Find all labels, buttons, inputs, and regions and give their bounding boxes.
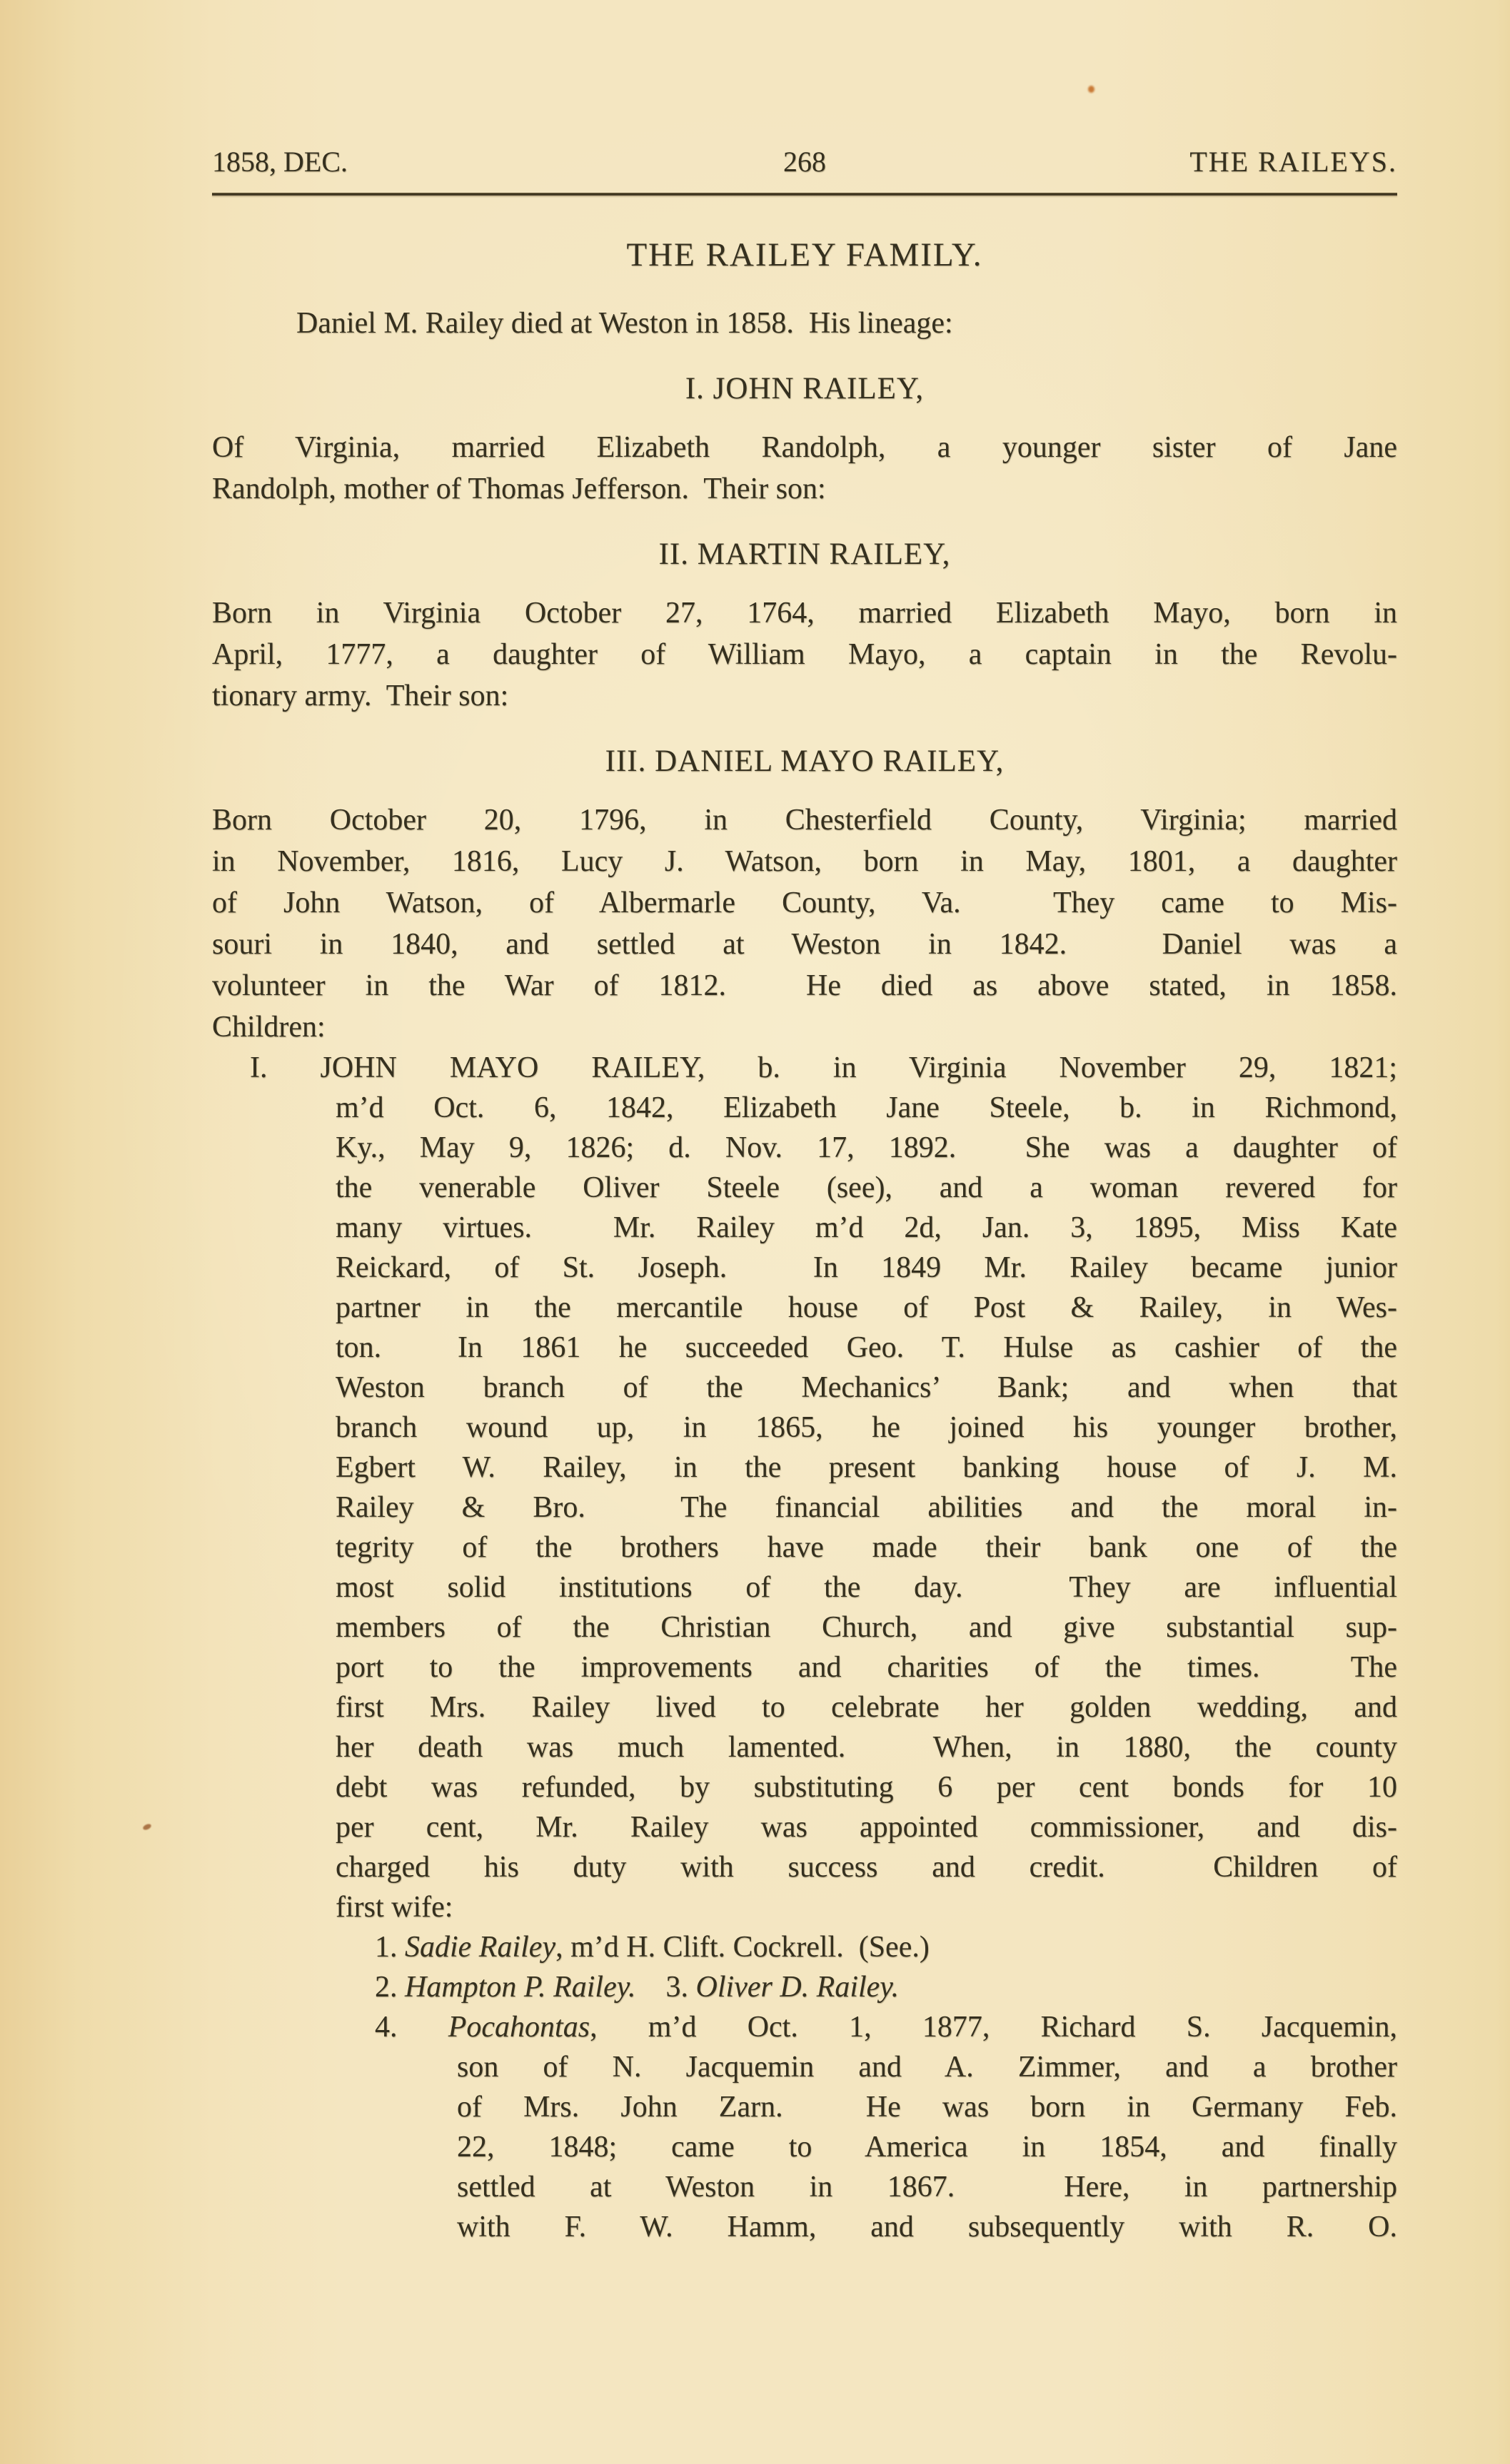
text-line: first wife:: [336, 1891, 453, 1924]
text-line: son of N. Jacquemin and A. Zimmer, and a brother: [457, 2051, 1397, 2084]
child-name: Oliver D. Railey.: [695, 1971, 900, 2004]
text-line: the venerable Oliver Steele (see), and a woman revered for: [336, 1171, 1397, 1204]
item-text: , m’d H. Clift. Cockrell. (See.): [555, 1931, 930, 1964]
item-number: 2.: [375, 1971, 405, 2004]
text-line: port to the improvements and charities of the times. The: [336, 1651, 1397, 1684]
generation-1: [212, 368, 1397, 510]
header-rule: [212, 193, 1397, 196]
header-running-title: THE RAILEYS.: [1189, 146, 1397, 178]
text-line: ton. In 1861 he succeeded Geo. T. Hulse as cashier of the: [336, 1331, 1397, 1364]
text-line: most solid institutions of the day. They are influential: [336, 1571, 1397, 1604]
text-line: Born in Virginia October 27, 1764, married Elizabeth Mayo, born in: [212, 597, 1397, 630]
header-date: 1858, DEC.: [212, 146, 348, 178]
item-number: 4.: [375, 2011, 448, 2044]
item-number: 1.: [375, 1931, 405, 1964]
text-line: Reickard, of St. Joseph. In 1849 Mr. Railey became junior: [336, 1251, 1397, 1284]
text-line: settled at Weston in 1867. Here, in partnership: [457, 2171, 1397, 2203]
generation-heading: III. DANIEL MAYO RAILEY,: [605, 744, 1005, 778]
text-line: Children:: [212, 1011, 326, 1044]
text-line: members of the Christian Church, and give substantial sup-: [336, 1611, 1397, 1644]
text-line: Railey & Bro. The financial abilities and the moral in-: [336, 1491, 1397, 1524]
text-line: 22, 1848; came to America in 1854, and finally: [457, 2131, 1397, 2163]
text-line: branch wound up, in 1865, he joined his younger brother,: [336, 1411, 1397, 1444]
text-line: volunteer in the War of 1812. He died as above stated, in 1858.: [212, 969, 1397, 1002]
children-list: [212, 1927, 1397, 2247]
text-line: partner in the mercantile house of Post & Railey, in Wes-: [336, 1291, 1397, 1324]
text-line: charged his duty with success and credit. Children of: [336, 1851, 1397, 1884]
text-line: Egbert W. Railey, in the present banking house of J. M.: [336, 1451, 1397, 1484]
text-line: Of Virginia, married Elizabeth Randolph, a younger sister of Jane: [212, 431, 1397, 464]
text-line: m’d Oct. 6, 1842, Elizabeth Jane Steele, b. in Richmond,: [336, 1091, 1397, 1124]
item-text: , m’d Oct. 1, 1877, Richard S. Jacquemin,: [590, 2011, 1397, 2044]
text-line: with F. W. Hamm, and subsequently with R. O.: [457, 2211, 1397, 2243]
child-name: Hampton P. Railey.: [405, 1971, 636, 2004]
text-line: I. JOHN MAYO RAILEY, b. in Virginia November 29, 1821;: [250, 1051, 1397, 1084]
text-line: first Mrs. Railey lived to celebrate her golden wedding, and: [336, 1691, 1397, 1724]
text-line: Born October 20, 1796, in Chesterfield County, Virginia; married: [212, 804, 1397, 837]
item-number: 3.: [635, 1971, 696, 2004]
text-line: tegrity of the brothers have made their bank one of the: [336, 1531, 1397, 1564]
text-line: Weston branch of the Mechanics’ Bank; and when that: [336, 1371, 1397, 1404]
child-name: Sadie Railey: [405, 1931, 556, 1964]
generation-3: [212, 741, 1397, 1048]
child-name: Pocahontas: [448, 2011, 590, 2044]
article-title: THE RAILEY FAMILY.: [626, 236, 983, 273]
list-item-2-3: [212, 1967, 1397, 2007]
header-page-number: 268: [783, 146, 826, 178]
intro-line: Daniel M. Railey died at Weston in 1858. His lineage:: [296, 307, 953, 340]
text-line: Randolph, mother of Thomas Jefferson. Their son:: [212, 473, 826, 505]
page-header: [212, 0, 1397, 178]
list-item-1: [212, 1927, 1397, 1967]
text-line: tionary army. Their son:: [212, 680, 509, 712]
text-line: her death was much lamented. When, in 1880, the county: [336, 1731, 1397, 1764]
text-line: Ky., May 9, 1826; d. Nov. 17, 1892. She was a daughter of: [336, 1131, 1397, 1164]
text-line: April, 1777, a daughter of William Mayo, a captain in the Revolu-: [212, 638, 1397, 671]
text-line: in November, 1816, Lucy J. Watson, born in May, 1801, a daughter: [212, 845, 1397, 878]
list-item-4: [212, 2007, 1397, 2047]
text-line: of John Watson, of Albermarle County, Va. They came to Mis-: [212, 887, 1397, 919]
generation-heading: I. JOHN RAILEY,: [685, 372, 925, 405]
text-line: of Mrs. John Zarn. He was born in Germany Feb.: [457, 2091, 1397, 2124]
text-line: per cent, Mr. Railey was appointed commissioner, and dis-: [336, 1811, 1397, 1844]
text-line: souri in 1840, and settled at Weston in 1842. Daniel was a: [212, 928, 1397, 961]
generation-2: [212, 534, 1397, 717]
generation-heading: II. MARTIN RAILEY,: [658, 537, 951, 571]
child-entry-john-mayo-railey: [212, 1048, 1397, 1927]
text-block: [212, 0, 1397, 2247]
text-line: many virtues. Mr. Railey m’d 2d, Jan. 3, 1895, Miss Kate: [336, 1211, 1397, 1244]
text-line: debt was refunded, by substituting 6 per cent bonds for 10: [336, 1771, 1397, 1804]
paper-speck: [142, 1823, 152, 1831]
